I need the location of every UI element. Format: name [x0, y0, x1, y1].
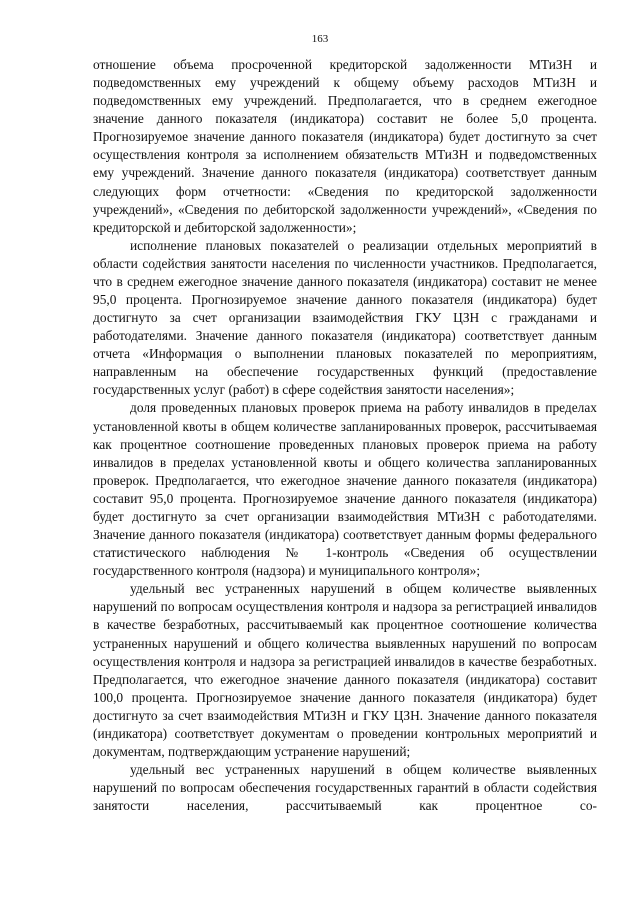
paragraph-disabled-registration-violations: удельный вес устраненных нарушений в общем количестве выявленных нарушений по вопросам осуществления контроля и надзора за регистрацией инвалидов в качестве безработных, рассчитываемый как процентное соотношение количества устраненных нарушений и общего количества выявленных нарушений по вопросам осуществления контроля и надзора за регистрацией инвалидов в качестве безработных. Предполагается, что ежегодное значение данного показателя (индикатора) составит 100,0 процента. Прогнозируемое значение данного показателя (индикатора) будет достигнуто за счет взаимодействия МТиЗН и ГКУ ЦЗН. Значение данного показателя (индикатора) соответствует документам о проведении контрольных мероприятий и документам, подтверждающим устранение нарушений;	[93, 581, 597, 759]
paragraph-overdue-payables-indicator: отношение объема просроченной кредиторской задолженности МТиЗН и подведомственных ему учреждений к общему объему расходов МТиЗН и подведомственных ему учреждений. Предполагается, что в среднем ежегодное значение данного показателя (индикатора) составит не более 5,0 процента. Прогнозируемое значение данного показателя (индикатора) будет достигнуто за счет осуществления контроля за исполнением обязательств МТиЗН и подведомственных ему учреждений. Значение данного показателя (индикатора) соответствует данным следующих форм отчетности: «Сведения по кредиторской задолженности учреждений», «Сведения по дебиторской задолженности учреждений», «Сведения по кредиторской и дебиторской задолженности»;	[93, 57, 597, 235]
paragraph-disabled-quota-inspections: доля проведенных плановых проверок приема на работу инвалидов в пределах установленной квоты в общем количестве запланированных проверок, рассчитываемая как процентное соотношение проведенных плановых проверок приема на работу инвалидов в пределах установленной квоты и общего количества запланированных проверок. Предполагается, что ежегодное значение данного показателя (индикатора) составит 95,0 процента. Прогнозируемое значение данного показателя (индикатора) будет достигнуто за счет организации взаимодействия МТиЗН с работодателями. Значение данного показателя (индикатора) соответствует данным формы федерального статистического наблюдения № 1-контроль «Сведения об осуществлении государственного контроля (надзора) и муниципального контроля»;	[93, 400, 597, 579]
document-body	[93, 56, 597, 815]
paragraph-planned-indicators-execution: исполнение плановых показателей о реализации отдельных мероприятий в области содействия занятости населения по численности участников. Предполагается, что в среднем ежегодное значение данного показателя (индикатора) составит не менее 95,0 процента. Прогнозируемое значение данного показателя (индикатора) будет достигнуто за счет организации взаимодействия ГКУ ЦЗН с гражданами и работодателями. Значение данного показателя (индикатора) соответствует данным отчета «Информация о выполнении плановых показателей по мероприятиям, направленным на обеспечение государственных функций (предоставление государственных услуг (работ) в сфере содействия занятости населения»;	[93, 237, 597, 398]
page-number: 163	[311, 33, 329, 45]
paragraph-employment-guarantees-violations: удельный вес устраненных нарушений в общем количестве выявленных нарушений по вопросам обеспечения государственных гарантий в области содействия занятости населения, рассчитываемый как процентное со-	[93, 762, 597, 814]
